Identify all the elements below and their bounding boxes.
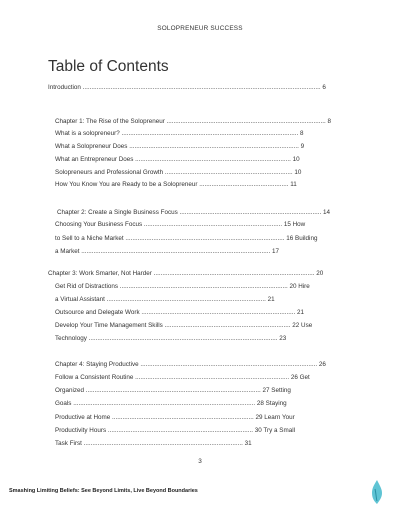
toc-entry[interactable]: Technology ............................................................................................................ 23 bbox=[55, 335, 287, 342]
brand-logo-icon bbox=[370, 479, 384, 505]
page-title: Table of Contents bbox=[48, 58, 169, 75]
toc-entry[interactable]: Organized .................................................................................................... 27 Setting bbox=[55, 387, 291, 394]
toc-entry[interactable]: What is a solopreneur? ..................................................................................................... 8 bbox=[55, 130, 304, 137]
toc-entry-chapter-3[interactable]: Chapter 3: Work Smarter, Not Harder ............................................................................................ 20 bbox=[48, 270, 324, 277]
toc-entry[interactable]: Follow a Consistent Routine ........................................................................................ 26 Get bbox=[55, 374, 310, 381]
toc-entry[interactable]: Goals ........................................................................................................ 28 Staying bbox=[55, 400, 287, 407]
toc-entry[interactable]: Outsource and Delegate Work ........................................................................................ 21 bbox=[55, 309, 305, 316]
toc-entry[interactable]: What an Entrepreneur Does ......................................................................................... 10 bbox=[55, 156, 300, 163]
toc-entry-chapter-1[interactable]: Chapter 1: The Rise of the Solopreneur ........................................................................................... 8 bbox=[55, 118, 331, 125]
toc-entry[interactable]: Task First ........................................................................................... 31 bbox=[55, 440, 252, 447]
page-number: 3 bbox=[198, 458, 202, 465]
toc-entry[interactable]: a Virtual Assistant ........................................................................................... 21 bbox=[55, 296, 275, 303]
toc-entry[interactable]: What a Solopreneur Does ................................................................................................. 9 bbox=[55, 143, 305, 150]
toc-entry[interactable]: Develop Your Time Management Skills ........................................................................ 22 Use bbox=[55, 322, 313, 329]
toc-entry[interactable]: a Market ............................................................................................................ 17 bbox=[55, 248, 279, 255]
toc-entry[interactable]: Productive at Home ................................................................................. 29 Learn Your bbox=[55, 414, 295, 421]
toc-entry-introduction[interactable]: Introduction ........................................................................................................................................ 6 bbox=[48, 84, 326, 91]
footer-book-title: Smashing Limiting Beliefs: See Beyond Limits, Live Beyond Boundaries bbox=[9, 488, 198, 494]
toc-entry[interactable]: Productivity Hours ................................................................................... 30 Try a Small bbox=[55, 427, 296, 434]
toc-entry-chapter-4[interactable]: Chapter 4: Staying Productive ..................................................................................................... 26 bbox=[55, 361, 326, 368]
toc-entry[interactable]: Solopreneurs and Professional Growth ......................................................................... 10 bbox=[55, 169, 302, 176]
toc-entry[interactable]: Choosing Your Business Focus ............................................................................... 15 How bbox=[55, 221, 306, 228]
toc-entry[interactable]: Get Rid of Distractions ................................................................................................ 20 Hire bbox=[55, 283, 310, 290]
running-header: SOLOPRENEUR SUCCESS bbox=[157, 25, 243, 32]
toc-entry[interactable]: to Sell to a Niche Market ........................................................................................... 16 Building bbox=[55, 235, 318, 242]
toc-entry-chapter-2[interactable]: Chapter 2: Create a Single Business Focus ................................................................................. 14 bbox=[57, 209, 330, 216]
toc-entry[interactable]: How You Know You are Ready to be a Solopreneur ................................................... 11 bbox=[55, 181, 297, 188]
